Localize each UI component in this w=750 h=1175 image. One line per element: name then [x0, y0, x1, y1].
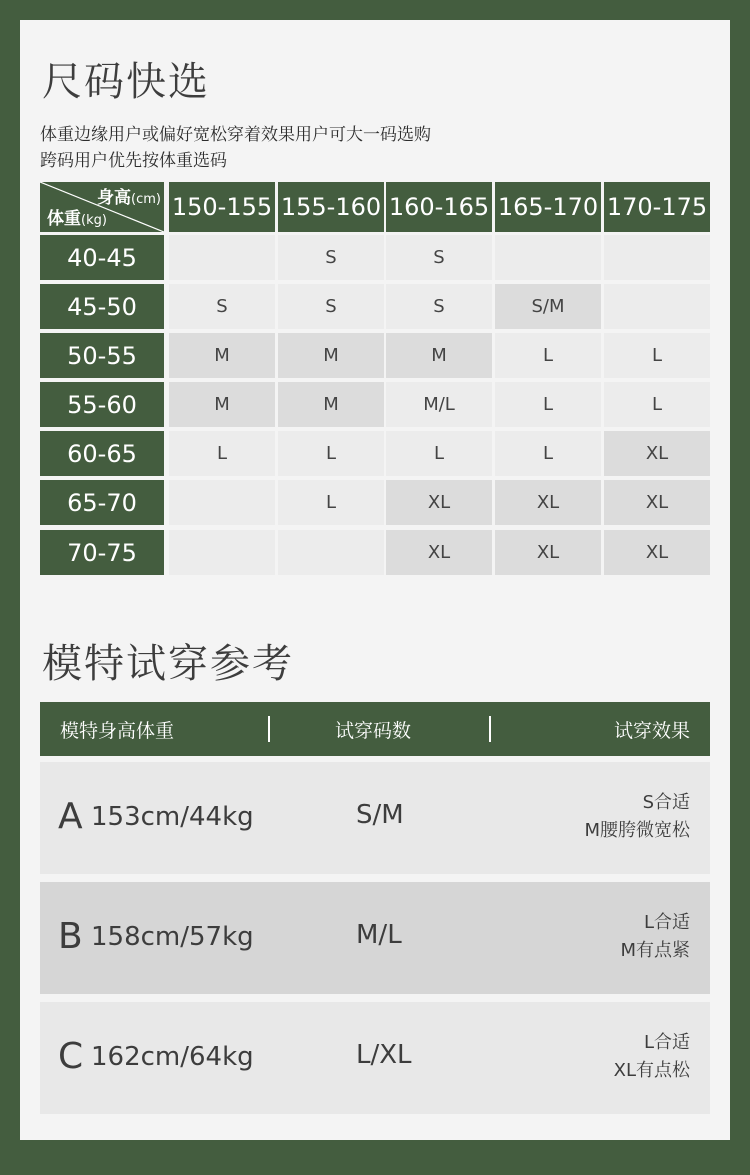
model-fit-effect-line-1: S合适 — [642, 792, 690, 813]
height-column-header: 155-160 — [278, 182, 384, 232]
weight-row-header: 40-45 — [40, 235, 164, 280]
size-cell: M — [386, 333, 492, 378]
weight-row-header: 65-70 — [40, 480, 164, 525]
size-cell: M — [278, 333, 384, 378]
model-fit-size: M/L — [356, 920, 402, 950]
model-fit-effect-line-1: L合适 — [643, 912, 690, 933]
model-height-weight: 153cm/44kg — [91, 802, 254, 832]
model-fit-effect-line-2: M有点紧 — [620, 940, 690, 961]
size-cell: S — [386, 235, 492, 280]
model-height-weight: 162cm/64kg — [91, 1042, 254, 1072]
size-cell: L — [169, 431, 275, 476]
size-cell — [169, 235, 275, 280]
size-cell: S — [278, 235, 384, 280]
size-cell: L — [495, 333, 601, 378]
size-description-line-1: 体重边缘用户或偏好宽松穿着效果用户可大一码选购 — [40, 125, 431, 145]
model-row-b — [40, 882, 710, 994]
size-cell: XL — [604, 530, 710, 575]
size-cell: L — [604, 333, 710, 378]
weight-row-header: 70-75 — [40, 530, 164, 575]
size-cell — [604, 284, 710, 329]
height-column-header: 165-170 — [495, 182, 601, 232]
size-cell: M/L — [386, 382, 492, 427]
table-corner-header — [40, 182, 164, 232]
size-cell — [169, 530, 275, 575]
header-model-height-weight: 模特身高体重 — [60, 720, 175, 742]
size-cell — [278, 530, 384, 575]
model-fit-size: S/M — [356, 800, 404, 830]
size-cell: L — [278, 480, 384, 525]
size-cell: XL — [495, 480, 601, 525]
weight-row-header: 55-60 — [40, 382, 164, 427]
size-description — [40, 122, 431, 174]
size-cell: XL — [604, 431, 710, 476]
weight-row-header: 50-55 — [40, 333, 164, 378]
header-separator — [489, 716, 491, 742]
size-cell: XL — [386, 530, 492, 575]
model-row-a — [40, 762, 710, 874]
size-cell: S — [386, 284, 492, 329]
size-cell — [169, 480, 275, 525]
size-cell: S/M — [495, 284, 601, 329]
height-column-header: 150-155 — [169, 182, 275, 232]
size-guide-panel — [20, 20, 730, 1140]
size-cell: S — [169, 284, 275, 329]
weight-row-header: 45-50 — [40, 284, 164, 329]
model-fit-size: L/XL — [356, 1040, 412, 1070]
size-cell: M — [169, 333, 275, 378]
size-cell: L — [495, 431, 601, 476]
corner-height-label: 身高(cm) — [97, 188, 161, 208]
size-cell: S — [278, 284, 384, 329]
size-cell: L — [495, 382, 601, 427]
corner-weight-label: 体重(kg) — [47, 209, 107, 229]
size-cell: M — [169, 382, 275, 427]
model-table-header — [40, 702, 710, 756]
size-cell: L — [278, 431, 384, 476]
size-cell: L — [604, 382, 710, 427]
size-cell: XL — [386, 480, 492, 525]
model-letter: C — [58, 1036, 84, 1077]
header-separator — [268, 716, 270, 742]
size-cell: XL — [604, 480, 710, 525]
height-column-header: 160-165 — [386, 182, 492, 232]
model-row-c — [40, 1002, 710, 1114]
model-letter: B — [58, 916, 83, 957]
size-cell — [604, 235, 710, 280]
size-quick-select-title: 尺码快选 — [42, 59, 210, 105]
model-fit-effect-line-1: L合适 — [643, 1032, 690, 1053]
size-cell: M — [278, 382, 384, 427]
model-height-weight: 158cm/57kg — [91, 922, 254, 952]
header-fit-effect: 试穿效果 — [613, 720, 690, 742]
model-fit-effect-line-2: M腰胯微宽松 — [584, 820, 690, 841]
model-fit-effect — [620, 909, 690, 965]
model-letter: A — [58, 796, 83, 837]
size-cell: XL — [495, 530, 601, 575]
header-fit-size: 试穿码数 — [335, 720, 412, 742]
model-fit-title: 模特试穿参考 — [42, 641, 294, 687]
size-description-line-2: 跨码用户优先按体重选码 — [40, 151, 227, 171]
size-cell — [495, 235, 601, 280]
weight-row-header: 60-65 — [40, 431, 164, 476]
model-fit-effect-line-2: XL有点松 — [613, 1060, 690, 1081]
size-cell: L — [386, 431, 492, 476]
model-fit-effect — [614, 1029, 690, 1085]
height-column-header: 170-175 — [604, 182, 710, 232]
model-fit-effect — [584, 789, 690, 845]
